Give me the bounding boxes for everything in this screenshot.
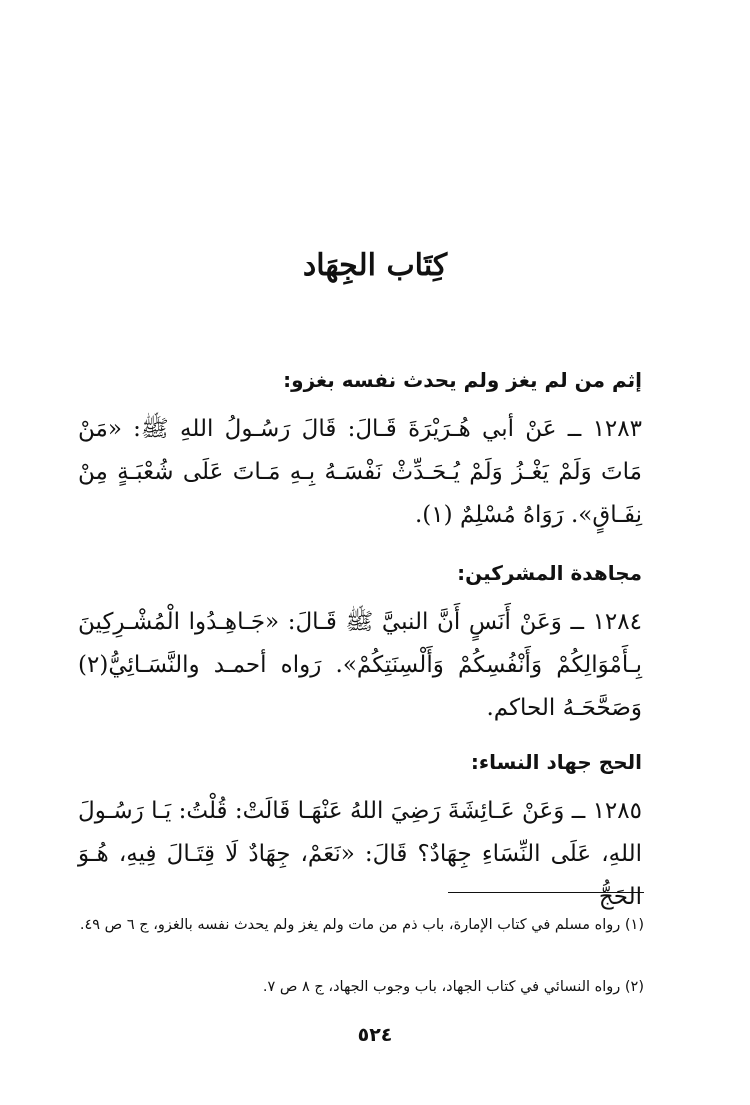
section-heading: إثم من لم يغز ولم يحدث نفسه بغزو: [283, 368, 642, 392]
section-heading-2 [78, 559, 642, 587]
hadith-1285 [78, 790, 642, 919]
hadith-1283 [78, 408, 642, 537]
footnote-2: (٢) رواه النسائي في كتاب الجهاد، باب وجوب الجهاد، ج ٨ ص ٧. [262, 979, 644, 995]
section-heading-3 [78, 748, 642, 776]
page-number: ٥٢٤ [357, 1024, 393, 1046]
section-heading: مجاهدة المشركين: [457, 561, 642, 585]
section-heading: الحج جهاد النساء: [470, 750, 642, 774]
hadith-1284 [78, 601, 642, 730]
footnote-divider [448, 892, 644, 893]
book-title: كِتَاب الجِهَاد [302, 248, 448, 283]
hadith-text: ١٢٨٥ ــ وَعَنْ عَـائِشَةَ رَضِيَ اللهُ عَنْهَـا قَالَتْ: قُلْتُ: يَـا رَسُـولَ اللهِ، عَلَى النِّسَاءِ جِهَادٌ؟ قَالَ: «نَعَمْ، جِهَادٌ لَا قِتَـالَ فِيهِ، هُـوَ الحَجُّ [78, 798, 642, 910]
hadith-text: ١٢٨٤ ــ وَعَنْ أَنَسٍ أَنَّ النبيَّ ﷺ قَـالَ: «جَـاهِـدُوا الْمُشْـرِكِينَ بِـأَمْوَالِكُمْ وَأَنْفُسِكُمْ وَأَلْسِنَتِكُمْ». رَواه أحمـد والنَّسَـائِيُّ(٢) وَصَحَّحَـهُ الحاكم. [78, 609, 642, 721]
section-heading-1 [78, 366, 642, 394]
hadith-text: ١٢٨٣ ــ عَنْ أبي هُـرَيْرَةَ قَـالَ: قَالَ رَسُـولُ اللهِ ﷺ: «مَنْ مَاتَ وَلَمْ يَغْـزُ وَلَمْ يُـحَـدِّثْ نَفْسَـهُ بِـهِ مَـاتَ عَلَى شُعْبَـةٍ مِنْ نِفَـاقٍ». رَوَاهُ مُسْلِمٌ (١). [78, 416, 642, 528]
footnote-1: (١) رواه مسلم في كتاب الإمارة، باب ذم من مات ولم يغز ولم يحدث نفسه بالغزو، ج ٦ ص ٤٩. [79, 917, 644, 933]
